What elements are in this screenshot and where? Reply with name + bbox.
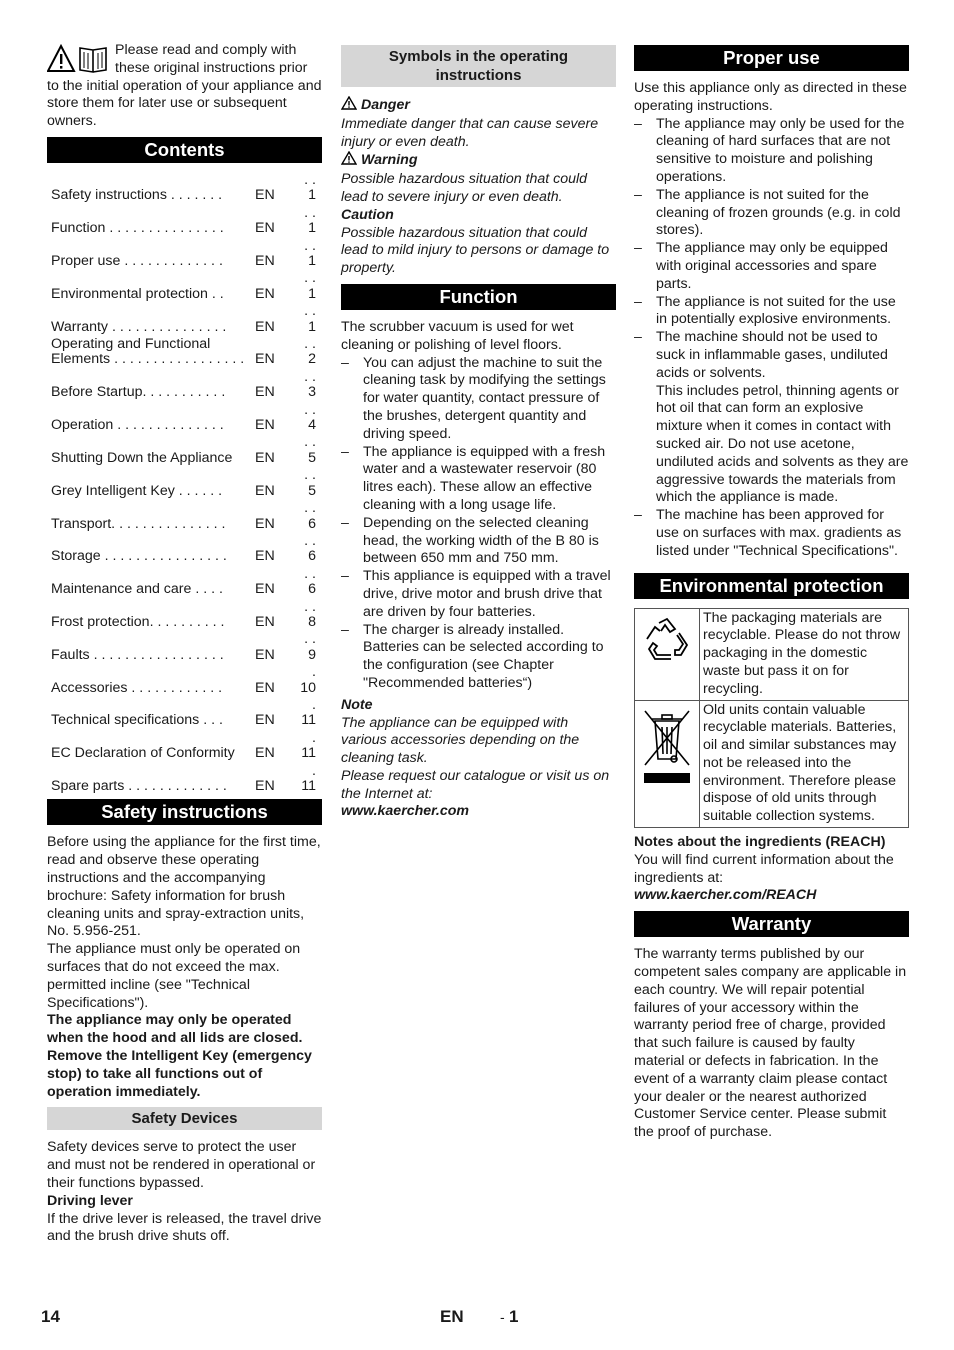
toc-row[interactable] [47, 500, 322, 533]
toc-page: . 11 [301, 729, 316, 762]
toc-title: Storage . . . . . . . . . . . . . . . . [51, 548, 227, 565]
recycle-text: The packaging materials are recyclable. Please do not throw packaging in the domestic waste but pass it on for recycling. [700, 608, 909, 700]
list-item: – The machine has been approved for use on surfaces with max. gradients as listed under "Technical Specifications". [634, 507, 909, 560]
footer-separator: - [500, 1309, 505, 1325]
safety-paragraph-3: The appliance may only be operated when the hood and all lids are closed. [47, 1012, 303, 1047]
table-row [635, 608, 909, 700]
function-heading: Function [341, 284, 616, 310]
note-text-1: The appliance can be equipped with various accessories depending on the cleaning task. [341, 714, 580, 767]
toc-row[interactable] [47, 631, 322, 664]
toc-title: Maintenance and care . . . . [51, 581, 223, 598]
toc-page: . . 6 [304, 565, 316, 598]
list-item: – The appliance is not suited for the cleaning of frozen grounds (e.g. in cold stores). [634, 187, 909, 240]
toc-lang: EN [255, 482, 275, 499]
proper-use-heading: Proper use [634, 45, 909, 71]
column-right [634, 42, 909, 1142]
toc-title: Technical specifications . . . [51, 712, 223, 729]
toc-lang: EN [255, 778, 275, 795]
toc-page: . . 6 [304, 532, 316, 565]
toc-lang: EN [255, 646, 275, 663]
toc-lang: EN [255, 548, 275, 565]
toc-page: . . 9 [304, 631, 316, 663]
driving-lever-text: If the drive lever is released, the travel drive and the brush drive shuts off. [47, 1210, 322, 1245]
toc-row[interactable] [47, 434, 322, 467]
toc-title: Grey Intelligent Key . . . . . . [51, 482, 223, 499]
toc-row[interactable] [47, 467, 322, 500]
page-number: 14 [41, 1307, 60, 1326]
warranty-heading: Warranty [634, 911, 909, 937]
safety-devices-text: Safety devices serve to protect the user and must not be rendered in operational or their functions bypassed. [47, 1139, 316, 1191]
toc-lang: EN [255, 384, 275, 401]
toc-title: Operating and Functional Elements . . . . . . . . . . . . . . . . . [51, 336, 245, 368]
toc-lang: EN [255, 613, 275, 630]
toc-title: Shutting Down the Appliance [51, 449, 233, 466]
toc-row[interactable] [47, 369, 322, 402]
toc-lang: EN [255, 449, 275, 466]
toc-page: . . 1 [304, 270, 316, 302]
toc-row[interactable] [47, 172, 322, 205]
list-item: – You can adjust the machine to suit the cleaning task by modifying the settings for water quantity, contact pressure of the brushes, detergent quantity and driving speed. [341, 355, 616, 444]
footer-language: EN [440, 1307, 464, 1326]
toc-page: . 10 [300, 664, 316, 696]
toc-row[interactable] [47, 599, 322, 632]
toc-title: Operation . . . . . . . . . . . . . . [51, 417, 224, 434]
toc-page: . . 2 [304, 336, 316, 368]
list-item: – The appliance may only be used for the cleaning of hard surfaces that are not sensitive to moisture and polishing operations. [634, 116, 909, 187]
intro-text: Please read and comply with these original instructions prior to the initial operation of your appliance and store them for later use or subsequent owners. [47, 42, 322, 130]
function-intro: The scrubber vacuum is used for wet cleaning or polishing of level floors. [341, 318, 574, 353]
danger-label: Danger [361, 97, 410, 113]
warning-label: Warning [361, 152, 418, 169]
safety-paragraph-2: The appliance must only be operated on surfaces that do not exceed the max. permitted incline (see "Technical Specifications"). [47, 941, 301, 1011]
list-item: – The appliance is equipped with a fresh water and a wastewater reservoir (80 litres each). These allow an effective cleaning with a long usage life. [341, 444, 616, 515]
warning-manual-icon [47, 44, 111, 74]
toc-row[interactable] [47, 303, 322, 336]
toc-title: Transport. . . . . . . . . . . . . . . [51, 515, 226, 532]
toc-row[interactable] [47, 336, 322, 369]
toc-page: . . 8 [304, 598, 316, 630]
environment-heading: Environmental protection [634, 573, 909, 599]
list-item: – The appliance may only be equipped with original accessories and spare parts. [634, 240, 909, 293]
toc-lang: EN [255, 745, 275, 762]
safety-paragraph-1: Before using the appliance for the first time, read and observe these operating instructions and the accompanying brochure: Safety information for brush cleaning units and spray-extraction units, No. 5.956-251. [47, 834, 321, 940]
warranty-text: The warranty terms published by our competent sales company are applicable in each country. We will repair potential failures of your accessory within the warranty period free of charge, provided that such failure is caused by faulty material or defects in fabrication. In the event of a warranty claim please contact your dealer or the nearest authorized Customer Service center. Please submit the proof of purchase. [634, 946, 907, 1141]
toc-title: Safety instructions . . . . . . . [51, 187, 223, 204]
reach-text: You will find current information about the ingredients at: [634, 851, 894, 886]
toc-title: Before Startup. . . . . . . . . . . [51, 384, 226, 401]
toc-row[interactable] [47, 533, 322, 566]
toc-page: . . 1 [304, 237, 316, 270]
toc-title: Warranty . . . . . . . . . . . . . . . [51, 318, 227, 335]
proper-use-intro: Use this appliance only as directed in these operating instructions. [634, 80, 907, 114]
list-item-extra: This includes petrol, thinning agents or hot oil that can form an explosive mixture when it comes in contact with sucked air. Do not use acetone, undiluted acids and solvents as they are aggressive towards the materials from which the appliance is made. [656, 382, 909, 506]
warning-label-row [341, 151, 616, 171]
driving-lever-heading: Driving lever [47, 1192, 133, 1209]
column-left [47, 42, 322, 1246]
recycle-icon [635, 608, 700, 700]
toc-row[interactable] [47, 238, 322, 271]
reach-url-link[interactable]: www.kaercher.com/REACH [634, 887, 817, 904]
toc-row[interactable] [47, 566, 322, 599]
caution-text: Possible hazardous situation that could lead to mild injury to persons or damage to property. [341, 224, 610, 277]
footer-sub-page: 1 [509, 1307, 519, 1326]
toc-page: . . 1 [304, 171, 316, 204]
toc-title: Proper use . . . . . . . . . . . . . [51, 253, 223, 270]
warning-text: Possible hazardous situation that could lead to severe injury or even death. [341, 171, 588, 205]
toc-row[interactable] [47, 697, 322, 730]
warning-triangle-icon [341, 151, 357, 171]
warning-triangle-icon [341, 96, 357, 116]
list-item: – Depending on the selected cleaning head, the working width of the B 80 is between 650 mm and 750 mm. [341, 515, 616, 568]
reach-heading: Notes about the ingredients (REACH) [634, 834, 886, 851]
toc-lang: EN [255, 581, 275, 598]
toc-lang: EN [255, 220, 275, 237]
toc-title: Environmental protection . . [51, 285, 224, 302]
toc-page: . 11 [301, 762, 316, 795]
safety-paragraph-4: Remove the Intelligent Key (emergency stop) to take all functions out of operation immediately. [47, 1047, 312, 1100]
toc-page: . . 5 [304, 434, 316, 466]
crossed-bin-icon [635, 700, 700, 828]
danger-label-row [341, 96, 616, 116]
toc-page: . 11 [301, 696, 316, 729]
symbols-heading: Symbols in the operating instructions [341, 45, 616, 87]
toc-lang: EN [255, 253, 275, 270]
toc-row[interactable] [47, 402, 322, 435]
safety-devices-heading: Safety Devices [47, 1107, 322, 1130]
list-item: – This appliance is equipped with a travel drive, drive motor and brush drive that are driven by four batteries. [341, 568, 616, 621]
contents-heading: Contents [47, 137, 322, 163]
toc-lang: EN [255, 187, 275, 204]
toc-page: . . 3 [304, 368, 316, 401]
toc-title: Spare parts . . . . . . . . . . . . . [51, 778, 227, 795]
toc-lang: EN [255, 318, 275, 335]
environment-table [634, 608, 909, 829]
column-middle [341, 42, 616, 821]
list-item [634, 329, 909, 507]
toc-title: Frost protection. . . . . . . . . . [51, 613, 225, 630]
caution-label: Caution [341, 206, 394, 223]
toc-row[interactable] [47, 270, 322, 303]
toc-row[interactable] [47, 763, 322, 796]
list-item: – The appliance is not suited for the use in potentially explosive environments. [634, 294, 909, 330]
intro-block [47, 42, 322, 131]
toc-title: Function . . . . . . . . . . . . . . . [51, 220, 224, 237]
toc-lang: EN [255, 351, 275, 368]
toc-page: . . 1 [304, 303, 316, 335]
table-of-contents [47, 172, 322, 795]
toc-lang: EN [255, 285, 275, 302]
function-list [341, 355, 616, 693]
note-label: Note [341, 696, 373, 713]
toc-page: . . 5 [304, 467, 316, 499]
toc-lang: EN [255, 712, 275, 729]
toc-page: . . 6 [304, 500, 316, 532]
toc-row[interactable] [47, 664, 322, 697]
toc-row[interactable] [47, 730, 322, 763]
toc-lang: EN [255, 679, 275, 696]
toc-lang: EN [255, 417, 275, 434]
list-item: – The charger is already installed. Batteries can be selected according to the configuration (see Chapter "Recommended batteries“) [341, 622, 616, 693]
danger-text: Immediate danger that can cause severe injury or even death. [341, 115, 599, 150]
toc-title: Accessories . . . . . . . . . . . . [51, 679, 223, 696]
safety-heading: Safety instructions [47, 799, 322, 825]
toc-page: . . 1 [304, 204, 316, 237]
proper-use-list [634, 116, 909, 561]
toc-row[interactable] [47, 205, 322, 238]
toc-page: . . 4 [304, 401, 316, 434]
list-item-text: The machine should not be used to suck in inflammable gases, undiluted acids or solvents. [656, 329, 888, 381]
weee-text: Old units contain valuable recyclable materials. Batteries, oil and similar substances may not be released into the environment. Therefore please dispose of old units through suitable collection systems. [700, 700, 909, 828]
note-url-link[interactable]: www.kaercher.com [341, 803, 470, 820]
note-text-2: Please request our catalogue or visit us on the Internet at: [341, 767, 610, 802]
table-row [635, 700, 909, 828]
toc-title: EC Declaration of Conformity [51, 745, 235, 762]
toc-lang: EN [255, 515, 275, 532]
toc-title: Faults . . . . . . . . . . . . . . . . . [51, 646, 224, 663]
